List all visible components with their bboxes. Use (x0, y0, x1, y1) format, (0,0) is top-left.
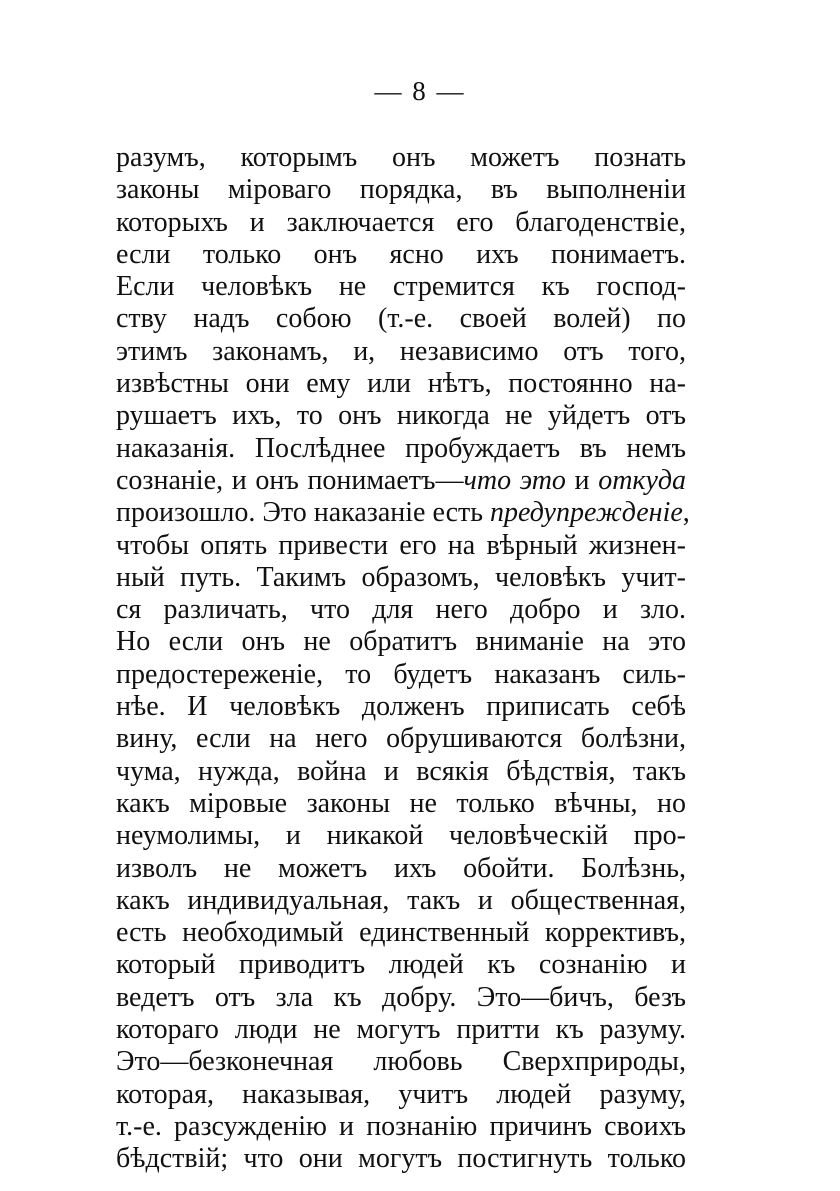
text-line: изволъ не можетъ ихъ обойти. Болѣзнь, (116, 852, 686, 884)
text-line (116, 917, 686, 949)
text-line: предостереженіе, то будетъ наказанъ силь- (116, 658, 686, 690)
text-line: какъ міровые законы не только вѣчны, но (116, 787, 686, 819)
text-line: ству надъ собою (т.-е. своей волей) по (116, 303, 686, 335)
text-segment: ъ, (664, 917, 686, 949)
body-text (116, 142, 690, 1176)
text-segment: сознаніе, и онъ понимаетъ— (116, 464, 464, 496)
text-line: бѣдствій; что они могутъ постигнуть только (116, 1143, 686, 1175)
text-line: который приводитъ людей къ сознанію и (116, 949, 686, 981)
page-number: — 8 — (374, 76, 466, 106)
text-line: законы міроваго порядка, въ выполненіи (116, 174, 686, 206)
text-line (116, 465, 686, 497)
text-line: рушаетъ ихъ, то онъ никогда не уйдетъ отъ (116, 400, 686, 432)
emphasis-text: что это (463, 464, 566, 496)
text-line: которыхъ и заключается его благоденствіе, (116, 206, 686, 238)
text-segment: есть необходимый единственный корректив (116, 917, 665, 949)
text-line: неумолимы, и никакой человѣческій про- (116, 820, 686, 852)
text-segment: и (565, 464, 599, 496)
text-line: какъ индивидуальная, такъ и общественная, (116, 884, 686, 916)
emphasis-text: предупрежденіе (490, 497, 683, 529)
text-line: если только онъ ясно ихъ понимаетъ. (116, 238, 686, 270)
text-line: вину, если на него обрушиваются болѣзни, (116, 723, 686, 755)
text-segment: произошло. Это наказаніе есть (116, 497, 491, 529)
text-line: которая, наказывая, учитъ людей разуму, (116, 1078, 686, 1110)
text-line: извѣстны они ему или нѣтъ, постоянно на- (116, 368, 686, 400)
text-line: чтобы опять привести его на вѣрный жизнен- (116, 529, 686, 561)
text-line (116, 497, 690, 529)
emphasis-text: откуда (598, 464, 687, 496)
text-line: разумъ, которымъ онъ можетъ познать (116, 142, 686, 173)
text-line: котораго люди не могутъ притти къ разуму. (116, 1014, 686, 1046)
text-line: Если человѣкъ не стремится къ господ- (116, 271, 686, 303)
text-line: чума, нужда, война и всякія бѣдствія, такъ (116, 755, 686, 787)
text-line: Это—безконечная любовь Сверхприроды, (116, 1046, 686, 1078)
text-segment: , (682, 497, 690, 529)
text-line: нѣе. И человѣкъ долженъ приписать себѣ (116, 691, 686, 723)
text-line: этимъ законамъ, и, независимо отъ того, (116, 335, 686, 367)
text-line: ся различать, что для него добро и зло. (116, 594, 686, 626)
text-line: ный путь. Такимъ образомъ, человѣкъ учит- (116, 561, 686, 593)
text-line: т.-е. разсужденію и познанію причинъ своихъ (116, 1110, 686, 1142)
text-line: ведетъ отъ зла къ добру. Это—бичъ, безъ (116, 981, 686, 1013)
text-line: Но если онъ не обратитъ вниманіе на это (116, 626, 686, 658)
text-line: наказанія. Послѣднее пробуждаетъ въ немъ (116, 432, 686, 464)
